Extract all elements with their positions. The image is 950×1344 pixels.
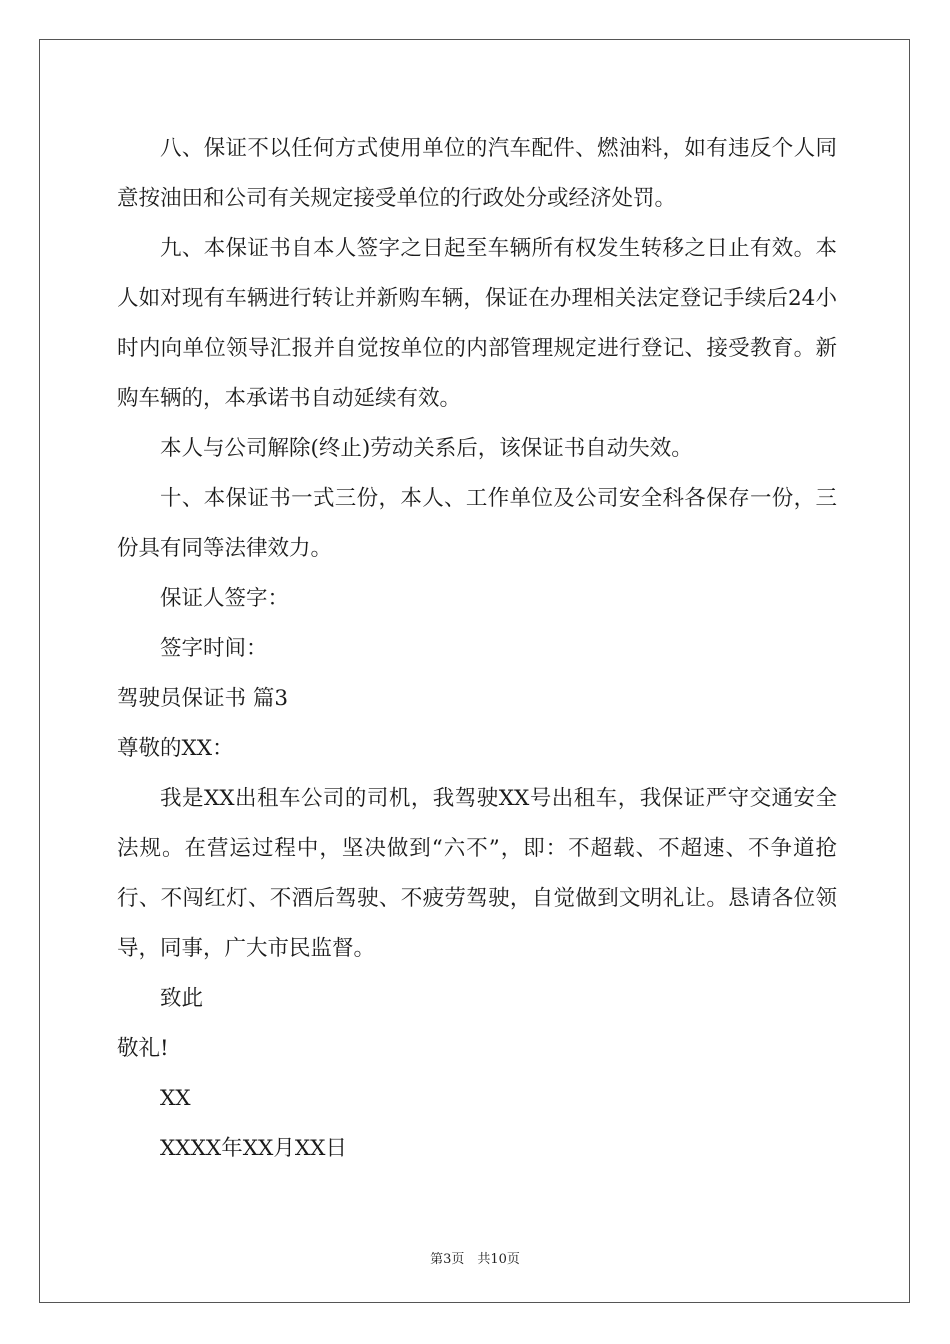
letter-date: XXXX年XX月XX日 bbox=[160, 1136, 347, 1161]
closing-phrase: 致此 bbox=[160, 986, 204, 1011]
page-number-footer: 第3页 共10页 bbox=[430, 1252, 520, 1267]
salutation: 尊敬的XX： bbox=[117, 736, 234, 761]
regards: 敬礼! bbox=[117, 1036, 169, 1061]
signer-name: XX bbox=[160, 1086, 191, 1111]
document-body bbox=[117, 124, 837, 1174]
signature-time-line: 签字时间： bbox=[160, 636, 268, 661]
paragraph-clause-9: 九、本保证书自本人签字之日起至车辆所有权发生转移之日止有效。本人如对现有车辆进行转让并新购车辆，保证在办理相关法定登记手续后24小时内向单位领导汇报并自觉按单位的内部管理规定进行登记、接受教育。新购车辆的，本承诺书自动延续有效。 bbox=[117, 236, 837, 411]
letter-body: 我是XX出租车公司的司机，我驾驶XX号出租车，我保证严守交通安全法规。在营运过程中，坚决做到“六不”，即：不超载、不超速、不争道抢行、不闯红灯、不酒后驾驶、不疲劳驾驶，自觉做到文明礼让。恳请各位领导，同事，广大市民监督。 bbox=[117, 786, 837, 961]
paragraph-clause-10: 十、本保证书一式三份，本人、工作单位及公司安全科各保存一份，三份具有同等法律效力。 bbox=[117, 486, 837, 561]
section-title: 驾驶员保证书 篇3 bbox=[117, 686, 289, 711]
paragraph-clause-8: 八、保证不以任何方式使用单位的汽车配件、燃油料，如有违反个人同意按油田和公司有关规定接受单位的行政处分或经济处罚。 bbox=[117, 136, 837, 211]
paragraph-termination: 本人与公司解除(终止)劳动关系后，该保证书自动失效。 bbox=[160, 436, 693, 461]
signature-line: 保证人签字： bbox=[160, 586, 290, 611]
